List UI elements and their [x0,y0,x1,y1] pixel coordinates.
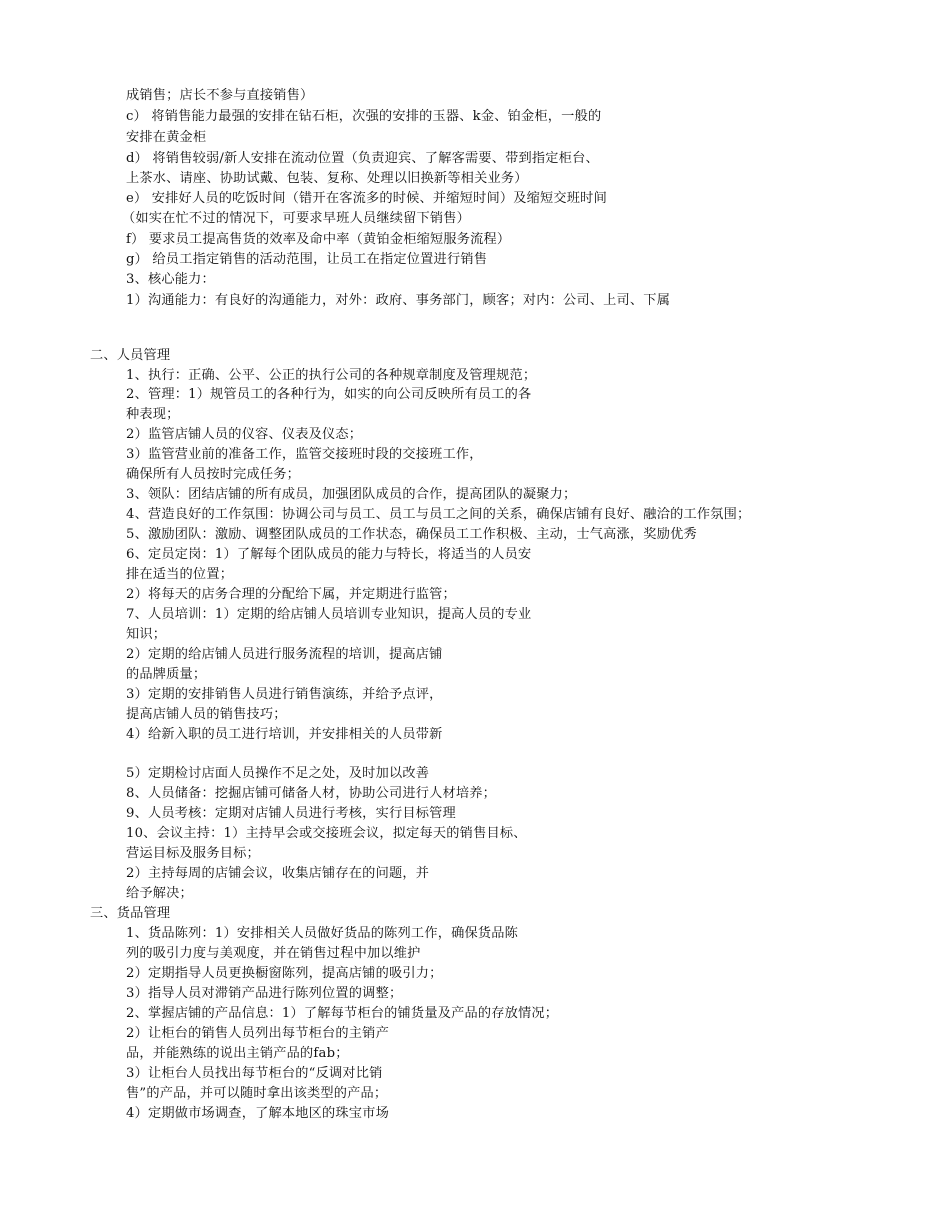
text-line: f） 要求员工提高售货的效率及命中率（黄铂金柜缩短服务流程） [126,232,511,247]
text-line: g） 给员工指定销售的活动范围，让员工在指定位置进行销售 [126,252,488,267]
text-line: 确保所有人员按时完成任务； [126,467,301,482]
text-line: 3）指导人员对滞销产品进行陈列位置的调整； [126,986,403,1001]
text-line: 成销售；店长不参与直接销售） [126,88,314,103]
text-line: 3）让柜台人员找出每节柜台的“反调对比销 [126,1066,383,1081]
text-line: 4）定期做市场调查，了解本地区的珠宝市场 [126,1106,389,1121]
text-line: 给予解决； [126,886,193,901]
text-line: 安排在黄金柜 [126,130,207,145]
text-line: c） 将销售能力最强的安排在钻石柜，次强的安排的玉器、k金、铂金柜，一般的 [126,109,602,124]
text-line: 2）主持每周的店铺会议，收集店铺存在的问题，并 [126,866,430,881]
text-line: 5、激励团队：激励、调整团队成员的工作状态，确保员工工作积极、主动，士气高涨，奖励优秀 [126,527,697,542]
text-line: 1）沟通能力：有良好的沟通能力，对外：政府、事务部门，顾客；对内：公司、上司、下属 [126,293,671,308]
text-line: 1、货品陈列：1）安排相关人员做好货品的陈列工作，确保货品陈 [126,926,519,941]
text-line: 7、人员培训：1）定期的给店铺人员培训专业知识，提高人员的专业 [126,607,532,622]
text-line: 10、会议主持：1）主持早会或交接班会议，拟定每天的销售目标、 [126,826,527,841]
text-line: 5）定期检讨店面人员操作不足之处，及时加以改善 [126,766,430,781]
text-line: 2、管理：1）规管员工的各种行为，如实的向公司反映所有员工的各 [126,387,532,402]
text-line: 8、人员储备：挖掘店铺可储备人材，协助公司进行人材培养； [126,786,497,801]
text-line: 排在适当的位置； [126,567,234,582]
text-line: 2、掌握店铺的产品信息：1）了解每节柜台的铺货量及产品的存放情况； [126,1006,559,1021]
text-line: 种表现； [126,407,180,422]
text-line: 营运目标及服务目标； [126,846,260,861]
text-line: 6、定员定岗：1）了解每个团队成员的能力与特长，将适当的人员安 [126,547,532,562]
text-line: 品，并能熟练的说出主销产品的fab； [126,1046,349,1061]
text-line: 3）定期的安排销售人员进行销售演练，并给予点评， [126,687,443,702]
text-line: e） 安排好人员的吃饭时间（错开在客流多的时候、并缩短时间）及缩短交班时间 [126,191,607,206]
text-line: 4）给新入职的员工进行培训，并安排相关的人员带新 [126,727,443,742]
text-line: 9、人员考核：定期对店铺人员进行考核，实行目标管理 [126,806,456,821]
text-line: 4、营造良好的工作氛围：协调公司与员工、员工与员工之间的关系，确保店铺有良好、融洽的工作氛围； [126,507,751,522]
text-line: 售”的产品，并可以随时拿出该类型的产品； [126,1086,388,1101]
text-line: 3）监管营业前的准备工作，监管交接班时段的交接班工作， [126,447,483,462]
text-line: 1、执行：正确、公平、公正的执行公司的各种规章制度及管理规范； [126,368,537,383]
section-heading: 三、货品管理 [90,906,171,921]
text-line: 2）定期的给店铺人员进行服务流程的培训，提高店铺 [126,647,443,662]
text-line: （如实在忙不过的情况下，可要求早班人员继续留下销售） [122,211,471,226]
text-line: d） 将销售较弱/新人安排在流动位置（负责迎宾、了解客需要、带到指定柜台、 [126,151,599,166]
text-line: 2）让柜台的销售人员列出每节柜台的主销产 [126,1026,389,1041]
text-line: 2）监管店铺人员的仪容、仪表及仪态； [126,427,363,442]
text-line: 列的吸引力度与美观度，并在销售过程中加以维护 [126,946,421,961]
text-line: 2）将每天的店务合理的分配给下属，并定期进行监管； [126,587,456,602]
section-heading: 二、人员管理 [90,348,171,363]
text-line: 3、核心能力： [126,272,215,287]
text-line: 提高店铺人员的销售技巧； [126,707,287,722]
text-line: 3、领队：团结店铺的所有成员，加强团队成员的合作，提高团队的凝聚力； [126,487,577,502]
text-line: 上茶水、请座、协助试戴、包装、复称、处理以旧换新等相关业务） [126,171,528,186]
text-line: 知识； [126,627,167,642]
text-line: 的品牌质量； [126,667,207,682]
text-line: 2）定期指导人员更换橱窗陈列，提高店铺的吸引力； [126,966,443,981]
